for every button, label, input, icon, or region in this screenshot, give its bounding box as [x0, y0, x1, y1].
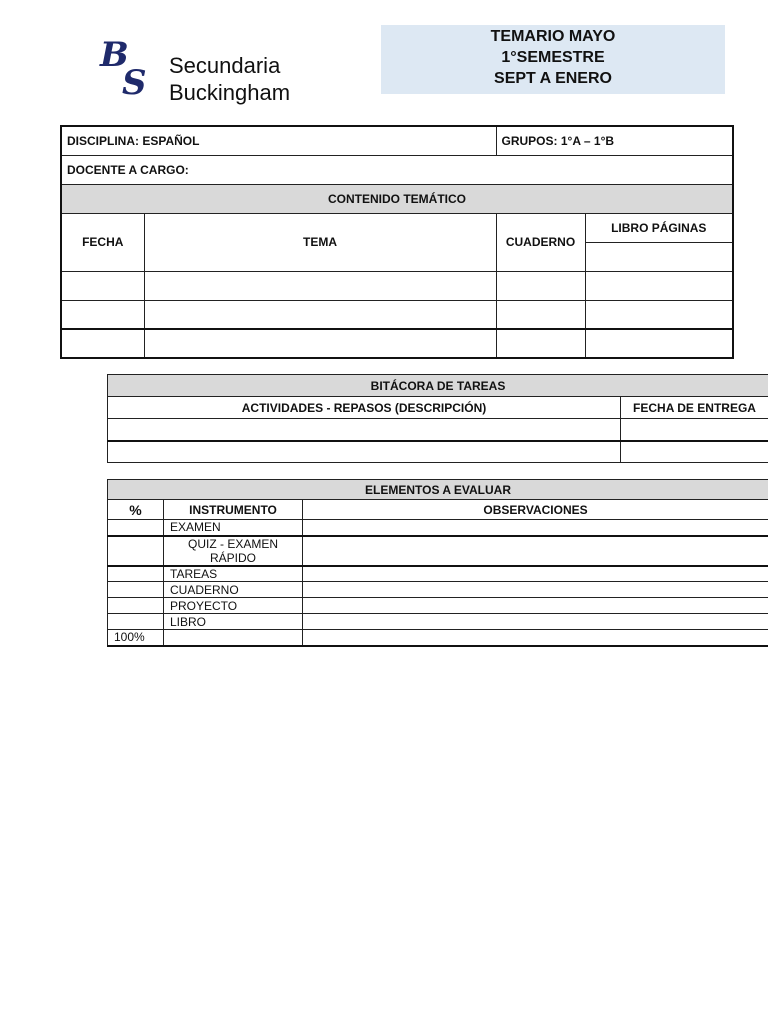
col-libro-paginas: LIBRO PÁGINAS	[585, 213, 733, 242]
col-observaciones: OBSERVACIONES	[303, 500, 768, 520]
document-title	[381, 25, 725, 94]
col-instrumento: INSTRUMENTO	[164, 500, 303, 520]
libro-cell[interactable]	[585, 300, 733, 329]
table-row	[108, 566, 768, 582]
evaluar-title: ELEMENTOS A EVALUAR	[108, 480, 768, 500]
table-row	[108, 441, 768, 463]
fecha-cell[interactable]	[61, 300, 144, 329]
title-line3: SEPT A ENERO	[494, 70, 612, 87]
evaluar-table	[107, 479, 768, 647]
observaciones-cell[interactable]	[303, 614, 768, 630]
school-name-line1: Secundaria	[169, 53, 281, 78]
total-observaciones-cell[interactable]	[303, 630, 768, 646]
pct-cell[interactable]	[108, 520, 164, 536]
observaciones-cell[interactable]	[303, 566, 768, 582]
col-tema: TEMA	[144, 213, 496, 271]
disciplina-cell: DISCIPLINA: ESPAÑOL	[61, 126, 496, 155]
table-row	[61, 300, 733, 329]
pct-cell[interactable]	[108, 614, 164, 630]
libro-cell[interactable]	[585, 271, 733, 300]
title-line2: 1°SEMESTRE	[501, 49, 605, 66]
table-row	[108, 598, 768, 614]
instrumento-libro: LIBRO	[164, 614, 303, 630]
actividad-cell[interactable]	[108, 419, 621, 441]
libro-cell[interactable]	[585, 329, 733, 358]
school-logo	[96, 36, 160, 98]
fecha-entrega-cell[interactable]	[621, 419, 768, 441]
school-name-line2: Buckingham	[169, 80, 291, 105]
observaciones-cell[interactable]	[303, 520, 768, 536]
instrumento-tareas: TAREAS	[164, 566, 303, 582]
pct-cell[interactable]	[108, 582, 164, 598]
col-actividades: ACTIVIDADES - REPASOS (DESCRIPCIÓN)	[108, 397, 621, 419]
table-row	[108, 614, 768, 630]
pct-cell[interactable]	[108, 598, 164, 614]
contenido-table	[60, 125, 734, 359]
bitacora-title: BITÁCORA DE TAREAS	[108, 375, 768, 397]
svg-text:B: B	[100, 36, 129, 75]
observaciones-cell[interactable]	[303, 536, 768, 566]
observaciones-cell[interactable]	[303, 598, 768, 614]
title-line1: TEMARIO MAYO	[490, 28, 616, 45]
table-row	[108, 419, 768, 441]
table-row	[108, 630, 768, 646]
fecha-entrega-cell[interactable]	[621, 441, 768, 463]
pct-cell[interactable]	[108, 566, 164, 582]
contenido-title: CONTENIDO TEMÁTICO	[61, 184, 733, 213]
total-instrumento-cell[interactable]	[164, 630, 303, 646]
bitacora-table	[107, 374, 768, 463]
fecha-cell[interactable]	[61, 271, 144, 300]
tema-cell[interactable]	[144, 300, 496, 329]
libro-paginas-sub[interactable]	[585, 242, 733, 271]
fecha-cell[interactable]	[61, 329, 144, 358]
col-pct: %	[108, 500, 164, 520]
instrumento-quiz: QUIZ - EXAMEN RÁPIDO	[164, 536, 303, 566]
pct-cell[interactable]	[108, 536, 164, 566]
table-row	[61, 329, 733, 358]
col-fecha: FECHA	[61, 213, 144, 271]
cuaderno-cell[interactable]	[496, 329, 585, 358]
col-fecha-entrega: FECHA DE ENTREGA	[621, 397, 768, 419]
col-cuaderno: CUADERNO	[496, 213, 585, 271]
instrumento-proyecto: PROYECTO	[164, 598, 303, 614]
table-row	[108, 536, 768, 566]
instrumento-cuaderno: CUADERNO	[164, 582, 303, 598]
table-row	[108, 582, 768, 598]
table-row	[61, 271, 733, 300]
school-name	[169, 52, 290, 106]
tema-cell[interactable]	[144, 329, 496, 358]
actividad-cell[interactable]	[108, 441, 621, 463]
instrumento-examen: EXAMEN	[164, 520, 303, 536]
grupos-cell: GRUPOS: 1°A – 1°B	[496, 126, 733, 155]
observaciones-cell[interactable]	[303, 582, 768, 598]
docente-cell: DOCENTE A CARGO:	[61, 155, 733, 184]
svg-text:S: S	[122, 63, 147, 98]
tema-cell[interactable]	[144, 271, 496, 300]
cuaderno-cell[interactable]	[496, 300, 585, 329]
table-row	[108, 520, 768, 536]
cuaderno-cell[interactable]	[496, 271, 585, 300]
total-pct: 100%	[108, 630, 164, 646]
